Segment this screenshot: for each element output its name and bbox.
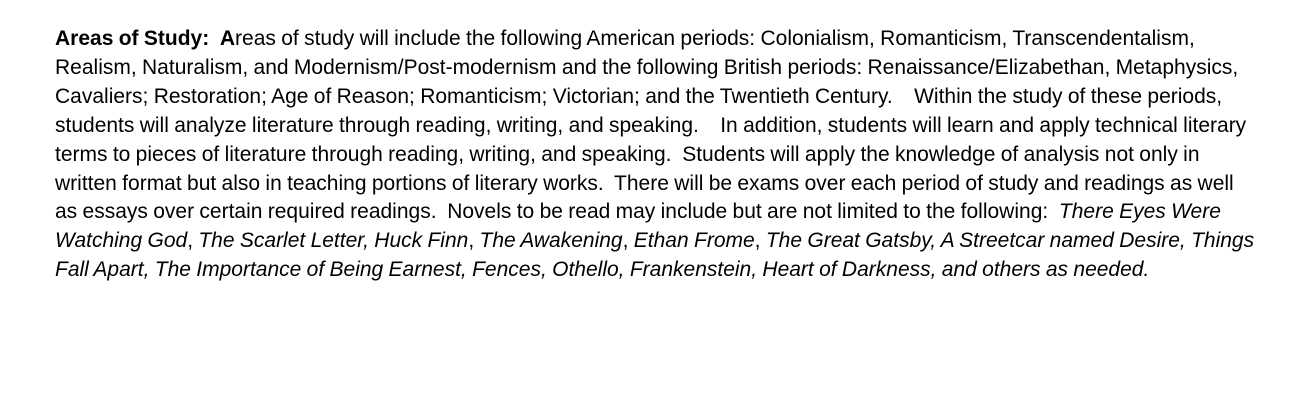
sentence-exams: There will be exams over each period of study and readings as well as essays over certain required readings. — [55, 171, 1234, 224]
novel-title: The Scarlet Letter, Huck Finn — [198, 229, 469, 253]
novel-title: The Great Gatsby, A Streetcar named Desire, Things Fall Apart, The Importance of Being Earnest, Fences, Othello, Frankenstein, Heart of Darkness, and others as needed. — [55, 229, 1255, 282]
sentence-analysis: Within the study of these periods, students will analyze literature through reading, writing, and speaking. — [55, 84, 1223, 137]
sentence-literary-terms: In addition, students will learn and apply technical literary terms to pieces of literature through reading, writing, and speaking. — [55, 113, 1247, 166]
sentence-apply-knowledge: Students will apply the knowledge of analysis not only in written format but also in teaching portions of literary works. — [55, 142, 1200, 195]
sentence-periods: reas of study will include the following American periods: Colonialism, Romanticism, Transcendentalism, Realism, Naturalism, and Modernism/Post-modernism and the following British periods: Renaissance/Elizabethan, Metaphysics, Cavaliers; Restoration; Age of Reason; Romanticism; Victorian; and the Twentieth Century. — [55, 27, 1239, 108]
novel-title: There Eyes Were Watching God — [55, 200, 1221, 253]
novel-title: Ethan Frome — [633, 229, 755, 253]
areas-of-study-paragraph: Areas of Study: Areas of study will include the following American periods: Colonialism, Romanticism, Transcendentalism, Realism, Naturalism, and Modernism/Post-modernism and the following British periods: Renaissance/Elizabethan, Metaphysics, Cavaliers; Restoration; Age of Reason; Romanticism; Victorian; and the Twentieth Century. Within the study of these periods, students will analyze literature through reading, writing, and speaking. In addition, students will learn and apply technical literary terms to pieces of literature through reading, writing, and speaking. Students will apply the knowledge of analysis not only in written format but also in teaching portions of literary works. There will be exams over each period of study and readings as well as essays over certain required readings. Novels to be read may include but are not limited to the following: There Eyes Were Watching God, The Scarlet Letter, Huck Finn, The Awakening, Ethan Frome, The Great Gatsby, A Streetcar named Desire, Things Fall Apart, The Importance of Being Earnest, Fences, Othello, Frankenstein, Heart of Darkness, and others as needed. — [55, 27, 1255, 282]
section-heading: Areas of Study: — [55, 27, 210, 50]
sentence-novels-intro: Novels to be read may include but are not limited to the following: — [447, 200, 1049, 224]
first-letter: A — [219, 27, 236, 50]
novel-title: The Awakening — [479, 229, 623, 253]
